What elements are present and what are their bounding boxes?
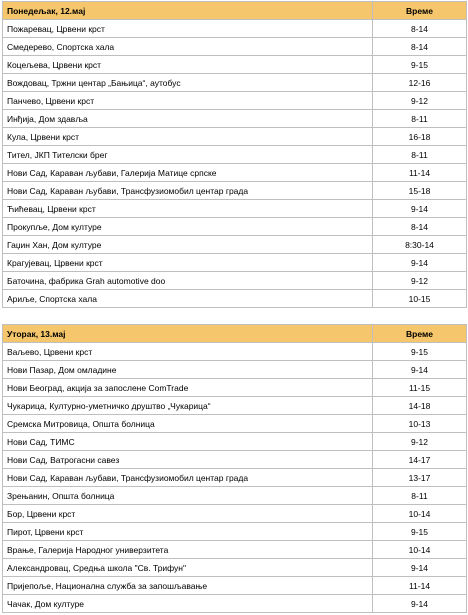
location-cell: Бор, Црвени крст [3, 505, 373, 523]
table-row [3, 523, 467, 541]
table-body [3, 343, 467, 613]
time-cell: 8-14 [373, 218, 467, 236]
location-cell: Панчево, Црвени крст [3, 92, 373, 110]
table-row [3, 110, 467, 128]
table-row [3, 433, 467, 451]
time-cell: 8-14 [373, 38, 467, 56]
location-cell: Коцељева, Црвени крст [3, 56, 373, 74]
table-row [3, 343, 467, 361]
table-header [3, 325, 467, 343]
table-header [3, 2, 467, 20]
time-cell: 10-14 [373, 505, 467, 523]
table-row [3, 505, 467, 523]
time-cell: 10-15 [373, 290, 467, 308]
table-row [3, 451, 467, 469]
time-cell: 16-18 [373, 128, 467, 146]
time-cell: 9-12 [373, 433, 467, 451]
time-cell: 9-14 [373, 254, 467, 272]
time-cell: 14-18 [373, 397, 467, 415]
location-cell: Смедерево, Спортска хала [3, 38, 373, 56]
table-row [3, 218, 467, 236]
location-cell: Баточина, фабрика Grah automotive doo [3, 272, 373, 290]
schedule-table-tuesday [2, 324, 467, 613]
table-row [3, 254, 467, 272]
table-row [3, 128, 467, 146]
table-row [3, 182, 467, 200]
day-header: Понедељак, 12.мај [3, 2, 373, 20]
location-cell: Нови Сад, ТИМС [3, 433, 373, 451]
location-cell: Пријепоље, Национална служба за запошљавање [3, 577, 373, 595]
table-row [3, 272, 467, 290]
location-cell: Чукарица, Културно-уметничко друштво „Чукарица“ [3, 397, 373, 415]
table-row [3, 38, 467, 56]
table-row [3, 379, 467, 397]
table-row [3, 164, 467, 182]
location-cell: Нови Сад, Ватрогасни савез [3, 451, 373, 469]
location-cell: Гаџин Хан, Дом културе [3, 236, 373, 254]
time-cell: 9-14 [373, 361, 467, 379]
header-row [3, 325, 467, 343]
time-cell: 9-14 [373, 595, 467, 613]
time-cell: 8-14 [373, 20, 467, 38]
table-row [3, 74, 467, 92]
time-cell: 10-13 [373, 415, 467, 433]
time-cell: 12-16 [373, 74, 467, 92]
location-cell: Вождовац, Тржни центар „Бањица“, аутобус [3, 74, 373, 92]
time-cell: 8-11 [373, 146, 467, 164]
time-cell: 13-17 [373, 469, 467, 487]
location-cell: Александровац, Средња школа "Св. Трифун" [3, 559, 373, 577]
table-row [3, 56, 467, 74]
table-row [3, 469, 467, 487]
time-cell: 9-15 [373, 343, 467, 361]
table-row [3, 146, 467, 164]
table-row [3, 361, 467, 379]
location-cell: Прокупље, Дом културе [3, 218, 373, 236]
table-row [3, 290, 467, 308]
day-header: Уторак, 13.мај [3, 325, 373, 343]
table-row [3, 20, 467, 38]
location-cell: Нови Пазар, Дом омладине [3, 361, 373, 379]
location-cell: Ваљево, Црвени крст [3, 343, 373, 361]
time-column-header: Време [373, 325, 467, 343]
location-cell: Зрењанин, Општа болница [3, 487, 373, 505]
time-cell: 11-14 [373, 577, 467, 595]
time-cell: 14-17 [373, 451, 467, 469]
table-row [3, 415, 467, 433]
time-cell: 8:30-14 [373, 236, 467, 254]
time-cell: 9-12 [373, 92, 467, 110]
location-cell: Нови Београд, акција за запослене ComTrade [3, 379, 373, 397]
time-cell: 15-18 [373, 182, 467, 200]
header-row [3, 2, 467, 20]
time-cell: 9-15 [373, 523, 467, 541]
location-cell: Тител, ЈКП Тителски брег [3, 146, 373, 164]
location-cell: Ариље, Спортска хала [3, 290, 373, 308]
time-cell: 8-11 [373, 110, 467, 128]
location-cell: Пирот, Црвени крст [3, 523, 373, 541]
table-row [3, 92, 467, 110]
time-cell: 11-14 [373, 164, 467, 182]
table-row [3, 595, 467, 613]
location-cell: Чачак, Дом културе [3, 595, 373, 613]
location-cell: Врање, Галерија Народног универзитета [3, 541, 373, 559]
time-cell: 10-14 [373, 541, 467, 559]
time-cell: 9-15 [373, 56, 467, 74]
time-cell: 9-12 [373, 272, 467, 290]
location-cell: Инђија, Дом здавља [3, 110, 373, 128]
time-cell: 11-15 [373, 379, 467, 397]
time-cell: 9-14 [373, 559, 467, 577]
schedule-table-monday [2, 1, 467, 308]
time-column-header: Време [373, 2, 467, 20]
table-row [3, 541, 467, 559]
location-cell: Нови Сад, Караван љубави, Галерија Матице српске [3, 164, 373, 182]
table-row [3, 397, 467, 415]
location-cell: Сремска Митровица, Општа болница [3, 415, 373, 433]
location-cell: Кула, Црвени крст [3, 128, 373, 146]
location-cell: Ћићевац, Црвени крст [3, 200, 373, 218]
location-cell: Крагујевац, Црвени крст [3, 254, 373, 272]
time-cell: 8-11 [373, 487, 467, 505]
table-body [3, 20, 467, 308]
table-row [3, 577, 467, 595]
location-cell: Нови Сад, Караван љубави, Трансфузиомобил центар града [3, 182, 373, 200]
location-cell: Нови Сад, Караван љубави, Трансфузиомобил центар града [3, 469, 373, 487]
table-row [3, 236, 467, 254]
time-cell: 9-14 [373, 200, 467, 218]
table-row [3, 559, 467, 577]
location-cell: Пожаревац, Црвени крст [3, 20, 373, 38]
table-row [3, 487, 467, 505]
table-row [3, 200, 467, 218]
